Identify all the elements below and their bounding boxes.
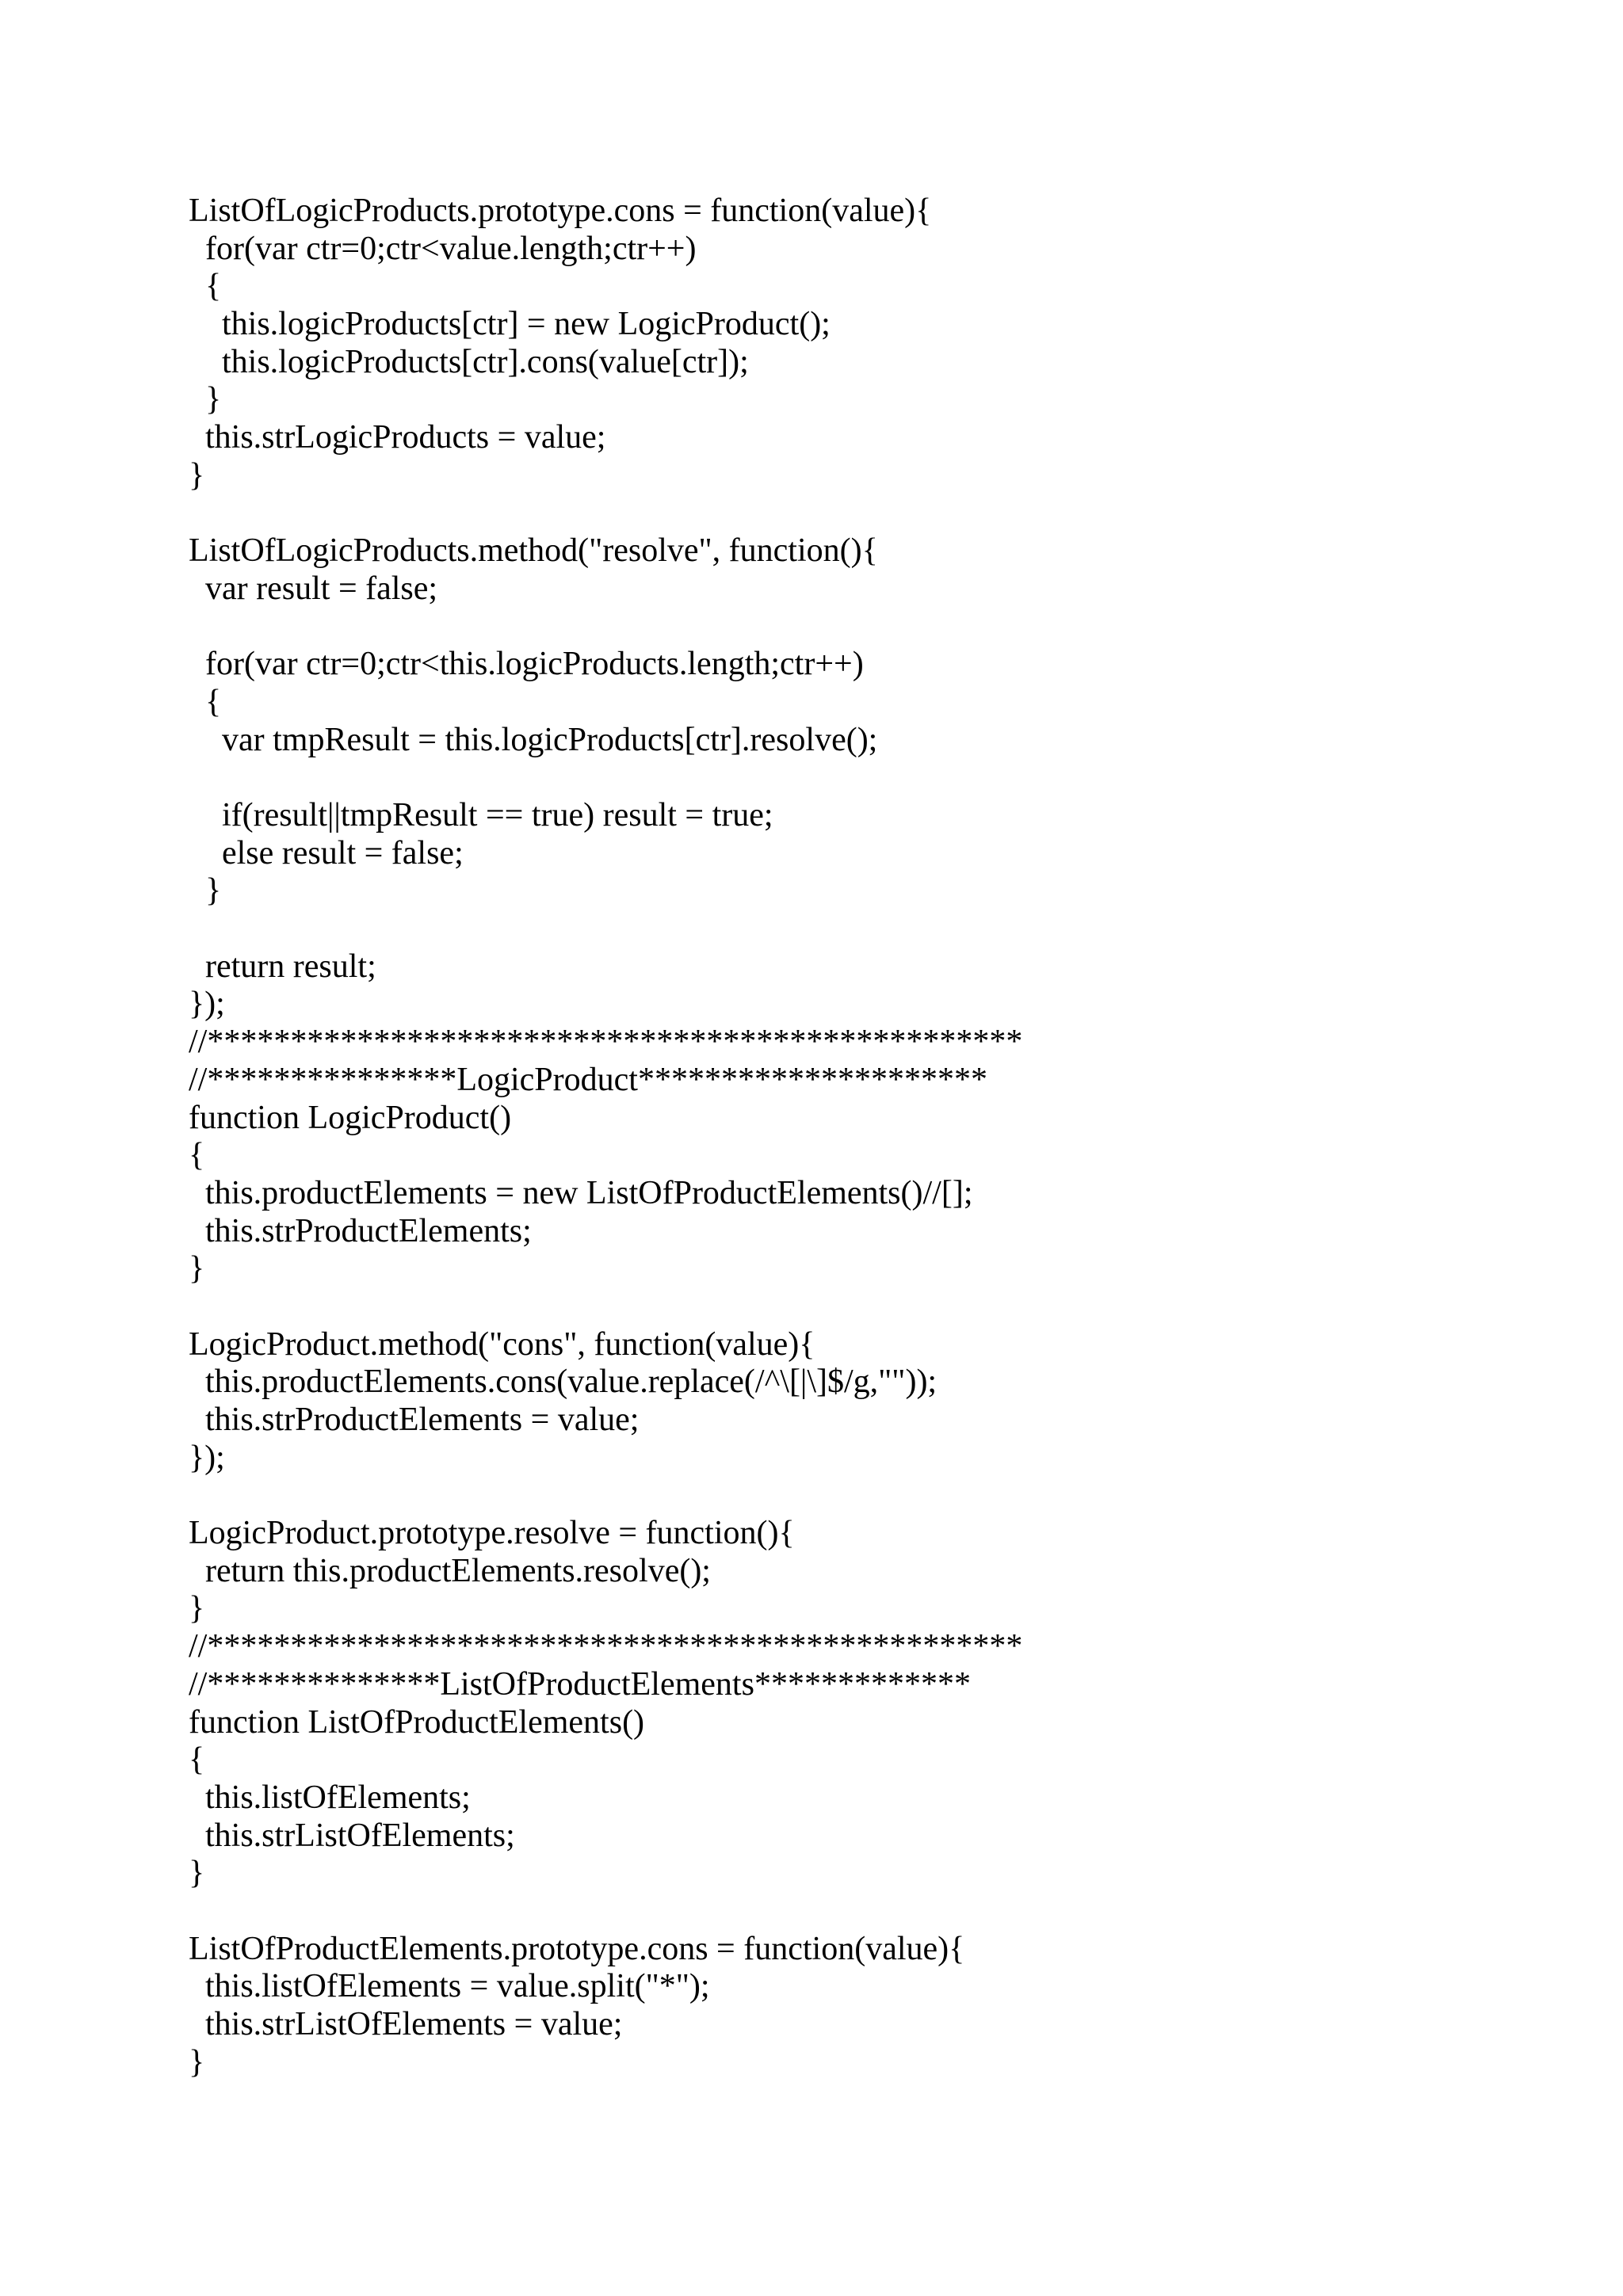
code-line: }	[189, 1855, 205, 1892]
code-line: if(result||tmpResult == true) result = true;	[189, 797, 773, 833]
code-line: {	[189, 268, 222, 305]
code-line: }	[189, 1250, 205, 1287]
code-line: this.strListOfElements = value;	[189, 2006, 623, 2042]
code-line	[189, 608, 1536, 646]
code-line	[189, 1893, 1536, 1931]
code-line: {	[189, 683, 222, 720]
code-line: //*************************************************	[189, 1628, 1023, 1665]
code-line: LogicProduct.prototype.resolve = function(){	[189, 1515, 795, 1552]
code-line: {	[189, 1741, 205, 1779]
code-listing	[189, 193, 1536, 2081]
code-line: this.listOfElements = value.split("*");	[189, 1968, 710, 2005]
code-line: this.logicProducts[ctr] = new LogicProduct();	[189, 306, 831, 343]
code-line: this.strListOfElements;	[189, 1817, 515, 1854]
code-line: ListOfLogicProducts.prototype.cons = function(value){	[189, 193, 932, 229]
code-line: //*************************************************	[189, 1024, 1023, 1061]
code-line: {	[189, 1137, 205, 1174]
code-line: this.logicProducts[ctr].cons(value[ctr]);	[189, 343, 749, 380]
code-line: });	[189, 986, 225, 1023]
code-line: var tmpResult = this.logicProducts[ctr].resolve();	[189, 721, 878, 758]
code-line: }	[189, 456, 205, 494]
code-line: }	[189, 2043, 205, 2081]
code-line: function LogicProduct()	[189, 1099, 512, 1136]
code-line: return result;	[189, 948, 376, 985]
code-line	[189, 910, 1536, 948]
code-line	[189, 1477, 1536, 1515]
code-line: //***************LogicProduct*********************	[189, 1061, 987, 1098]
code-line: this.productElements = new ListOfProductElements()//[];	[189, 1174, 973, 1211]
code-line: }	[189, 872, 222, 910]
code-line: this.strLogicProducts = value;	[189, 419, 606, 456]
code-line: this.strProductElements;	[189, 1212, 532, 1249]
code-line: this.strProductElements = value;	[189, 1402, 640, 1438]
code-line: }	[189, 1590, 205, 1627]
code-line: for(var ctr=0;ctr<this.logicProducts.length;ctr++)	[189, 646, 864, 683]
code-line: ListOfLogicProducts.method("resolve", function(){	[189, 532, 878, 570]
code-line: LogicProduct.method("cons", function(value){	[189, 1325, 815, 1363]
code-line	[189, 1288, 1536, 1326]
code-line	[189, 495, 1536, 533]
code-line: this.productElements.cons(value.replace(/^\[|\]$/g,""));	[189, 1363, 938, 1401]
code-line: function ListOfProductElements()	[189, 1703, 645, 1741]
code-line: ListOfProductElements.prototype.cons = function(value){	[189, 1930, 965, 1967]
code-line: this.listOfElements;	[189, 1779, 471, 1816]
code-line	[189, 759, 1536, 797]
code-line: });	[189, 1439, 225, 1476]
code-line: }	[189, 381, 222, 418]
code-line: var result = false;	[189, 570, 438, 607]
code-line: //**************ListOfProductElements*************	[189, 1665, 971, 1703]
code-line: else result = false;	[189, 834, 464, 871]
code-line: return this.productElements.resolve();	[189, 1552, 711, 1589]
code-line: for(var ctr=0;ctr<value.length;ctr++)	[189, 230, 697, 267]
